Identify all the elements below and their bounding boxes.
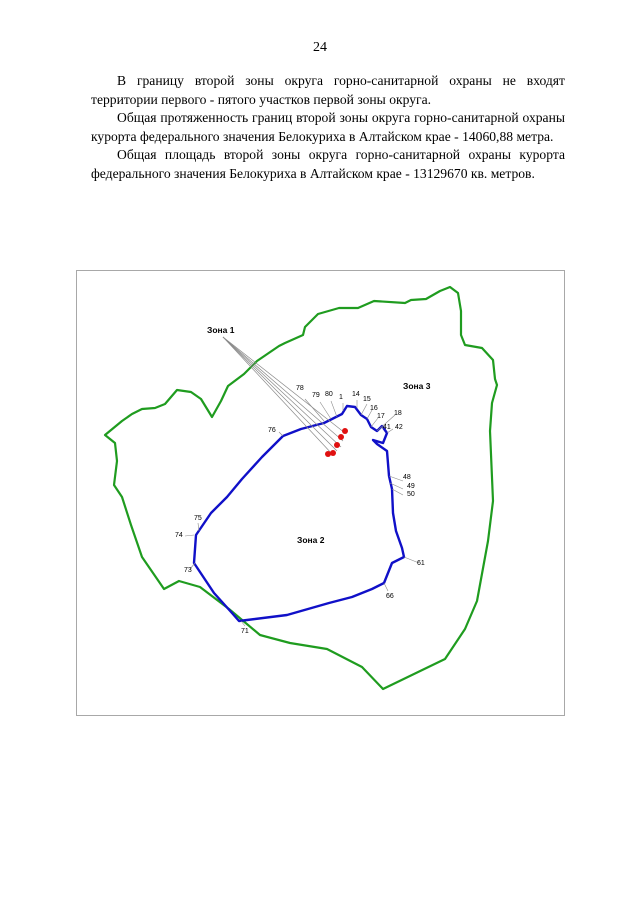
point-label: 61 [417,560,425,567]
point-label: 41 [383,424,391,431]
point-label: 76 [268,427,276,434]
zone3-boundary [105,287,497,689]
point-label: 74 [175,532,183,539]
point-label: 66 [386,593,394,600]
point-label: 50 [407,491,415,498]
map-figure [76,270,565,716]
point-label: 49 [407,483,415,490]
point-label-ticks [185,399,419,626]
point-label: 71 [241,628,249,635]
point-label: 48 [403,474,411,481]
point-label: 17 [377,413,385,420]
zone3-label: Зона 3 [403,381,431,391]
point-label: 42 [395,424,403,431]
paragraph-2: Общая протяженность границ второй зоны округа горно-санитарной охраны курорта федерального значения Белокуриха в Алтайском крае - 14060,88 метра. [91,110,565,144]
map-svg [77,271,566,717]
paragraph-3: Общая площадь второй зоны округа горно-санитарной охраны курорта федерального значения Белокуриха в Алтайском крае - 13129670 кв. метров. [91,147,565,181]
zone2-label: Зона 2 [297,535,325,545]
point-label: 16 [370,405,378,412]
point-label: 79 [312,392,320,399]
zone1-site [330,450,336,456]
point-label: 78 [296,385,304,392]
body-text [91,72,565,184]
zone1-site [338,434,344,440]
point-label: 18 [394,410,402,417]
page-number: 24 [313,40,327,55]
point-label: 80 [325,391,333,398]
point-label: 14 [352,391,360,398]
zone1-site [325,451,331,457]
point-label: 73 [184,567,192,574]
zone1-site [334,442,340,448]
point-label: 75 [194,515,202,522]
point-label: 15 [363,396,371,403]
zone1-label: Зона 1 [207,325,235,335]
zone1-site [342,428,348,434]
paragraph-1: В границу второй зоны округа горно-санитарной охраны не входят территории первого - пятого участков первой зоны округа. [91,73,565,107]
point-label: 1 [339,394,343,401]
zone2-boundary [194,406,404,621]
